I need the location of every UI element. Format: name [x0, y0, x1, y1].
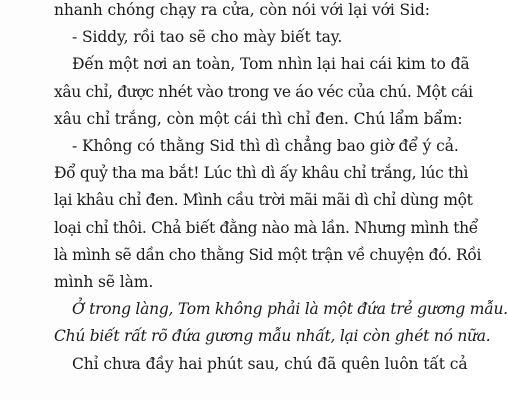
text-line: - Không có thằng Sid thì dì chẳng bao giờ để ý cả. — [72, 137, 459, 155]
text-line: Chú biết rất rõ đứa gương mẫu nhất, lại còn ghét nó nữa. — [54, 327, 491, 346]
text-line: Ở trong làng, Tom không phải là một đứa trẻ gương mẫu. — [72, 300, 508, 319]
text-line: lại khâu chỉ đen. Mình cầu trời mãi mãi dì chỉ dùng một — [54, 191, 473, 210]
text-line: loại chỉ thôi. Chả biết đằng nào mà lần. Nhưng mình thể — [54, 218, 478, 237]
text-line: nhanh chóng chạy ra cửa, còn nói với lại với Sid: — [54, 1, 430, 19]
text-line: Chỉ chưa đầy hai phút sau, chú đã quên luôn tất cả — [72, 354, 468, 373]
text-line: mình sẽ làm. — [54, 273, 154, 291]
text-line: - Siddy, rồi tao sẽ cho mày biết tay. — [72, 28, 343, 47]
text-line: Đến một nơi an toàn, Tom nhìn lại hai cái kim to đã — [72, 55, 470, 74]
text-line: xâu chỉ trắng, còn một cái thì chỉ đen. Chú lẩm bẩm: — [54, 109, 463, 128]
text-line: là mình sẽ dần cho thằng Sid một trận về chuyện đó. Rồi — [54, 245, 482, 264]
text-line: Đổ quỷ tha ma bắt! Lúc thì dì ấy khâu chỉ trắng, lúc thì — [54, 164, 469, 183]
text-line: xâu chỉ, được nhét vào trong ve áo véc của chú. Một cái — [54, 82, 473, 101]
